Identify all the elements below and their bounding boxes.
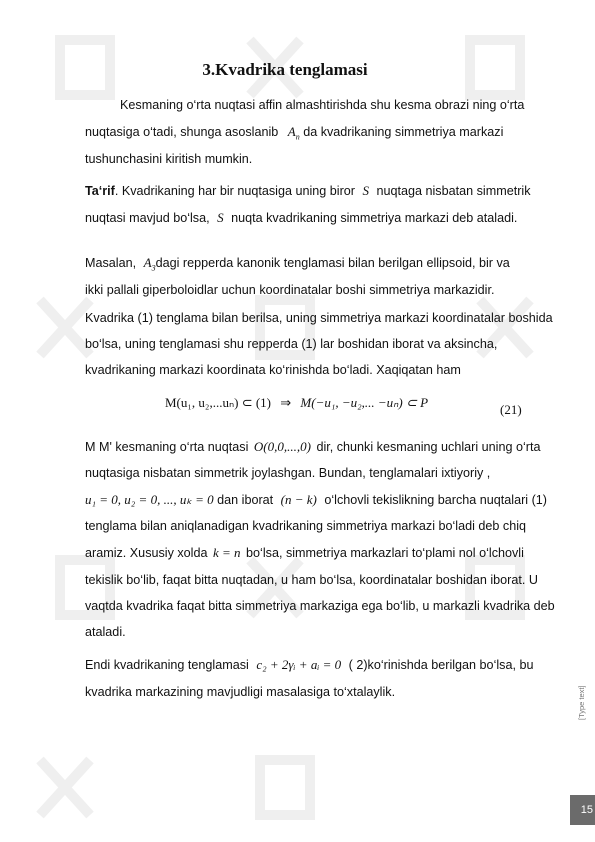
para3-line7: vaqtda kvadrika faqat bitta simmetriya markaziga ega bo‘lib, u markazli kvadrika deb [85,599,555,613]
example-text-b: dagi repperda kanonik tenglamasi bilan berilgan ellipsoid, bir va [155,256,510,270]
equation-21 [165,395,428,411]
para3-line2: nuqtasiga nisbatan simmetrik joylashgan. Bundan, tenglamalari ixtiyoriy , [85,466,491,480]
page-title: 3.Kvadrika tenglamasi [202,60,368,79]
para1-line2-text-b: da kvadrikaning simmetriya markazi [303,125,504,139]
para3-line1-text-b: dir, chunki kesmaning uchlari uning o‘rta [316,440,541,454]
para4-line2: kvadrika markazining mavjudligi masalasiga to‘xtalaylik. [85,685,396,699]
para2-line1: Kvadrika (1) tenglama bilan berilsa, uning simmetriya markazi koordinatalar boshida [85,311,553,325]
equation-arrow: ⇒ [280,395,292,410]
definition-text-b: nuqtaga nisbatan simmetrik [376,184,531,198]
para1-line3: tushunchasini kiritish mumkin. [85,152,253,166]
para3-line1 [85,439,540,455]
para3-line8: ataladi. [85,625,126,639]
formula-c2: c₂ + 2γᵢ + aᵢ = 0 [256,657,342,672]
formula-an: $A_n$ [287,124,300,142]
example-line2: ikki pallali giperboloidlar uchun koordinatalar boshi simmetriya markazidir. [85,283,495,297]
definition-line2-text-b: nuqta kvadrikaning simmetriya markazi deb ataladi. [231,211,518,225]
definition-line1 [85,183,531,199]
example-text: Masalan, [85,256,137,270]
para3-line5-text-b: bo‘lsa, simmetriya markazlari to‘plami nol o‘lchovli [246,546,524,560]
definition-line2 [85,210,517,226]
para4-line1 [85,657,533,673]
page-number: 15 [570,795,595,825]
para4-line1-text-b: ( 2)ko‘rinishda berilgan bo‘lsa, bu [348,658,534,672]
equation-number: (21) [500,402,522,417]
para1-line1: Kesmaning o‘rta nuqtasi affin almashtirishda shu kesma obrazi ning o‘rta [120,98,525,112]
formula-origin: O(0,0,...,0) [253,439,311,454]
para3-line3-text: dan iborat [217,493,274,507]
para3-line5-text: aramiz. Xususiy xolda [85,546,208,560]
equation-left: M(u₁, u₂,...uₙ) ⊂ (1) [165,395,272,410]
para1-line2-text: nuqtasiga o‘tadi, shunga asoslanib [85,125,279,139]
para3-line5 [85,545,524,561]
para4-line1-text: Endi kvadrikaning tenglamasi [85,658,249,672]
para2-line3: kvadrikaning markazi koordinata ko‘rinishda bo‘ladi. Xaqiqatan ham [85,363,461,377]
para3-line1-text: M M' kesmaning o‘rta nuqtasi [85,440,249,454]
example-line1 [85,255,510,277]
formula-s-2: S [217,210,224,225]
side-label: [Type text] [577,685,586,720]
formula-k-eq-n: k = n [213,545,241,560]
formula-n-minus-k: (n − k) [280,492,317,507]
para3-line3-text-b: o‘lchovli tekislikning barcha nuqtalari (1) [324,493,547,507]
equation-right: M(−u₁, −u₂,... −uₙ) ⊂ P [300,395,429,410]
formula-u-zero: u₁ = 0, u₂ = 0, ..., uₖ = 0 [85,492,214,507]
para3-line4: tenglama bilan aniqlanadigan kvadrikaning simmetriya markazi bo‘ladi deb chiq [85,519,527,533]
para3-line3 [85,492,547,508]
definition-text: . Kvadrikaning har bir nuqtasiga uning biror [114,184,355,198]
para2-line2: bo‘lsa, uning tenglamasi shu repperda (1) lar boshidan iborat va aksincha, [85,337,498,351]
formula-a3: $A_3$ [143,255,156,273]
para3-line6: tekislik bo‘lib, faqat bitta nuqtadan, u ham bo‘lsa, koordinatalar boshidan iborat. U [85,573,538,587]
definition-label: Ta‘rif [85,184,115,198]
definition-line2-text: nuqtasi mavjud bo‘lsa, [85,211,210,225]
para1-line2 [85,124,503,146]
formula-s: S [362,183,369,198]
